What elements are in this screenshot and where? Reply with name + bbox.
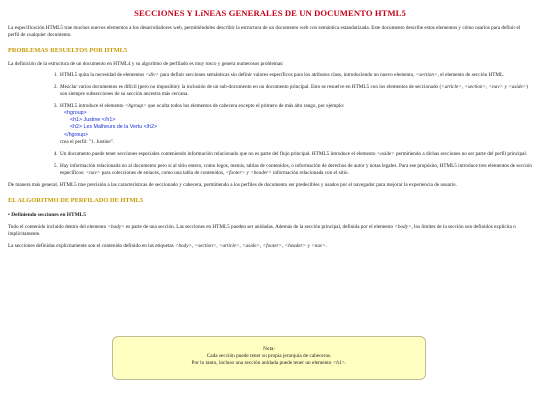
intro-paragraph: La especificación HTML5 trae muchos nuevos elementos a los desarrolladores web, permitiéndoles describir la estructura de un documento web con semántica estandarizada. Este documento describe estos elementos y cómo usarlos para definir el perfil de cualquier documento. [8,25,521,39]
list-item: 3. HTML5 introduce el elemento <hgroup> que oculta todos los elementos de cabecera excepto el primero de más alto rango, por ejemplo: <hgroup> <h1> Justine </h1> <h2> Les Malheurs de la Vertu </h2> </hgroup> crea el perfil: "1. Justine". [59,103,532,146]
algorithm-paragraph: Todo el contenido incluido dentro del elemento <body> es parte de una sección. Las secciones en HTML5 pueden ser anidadas. Además de la sección principal, definida por el elemento <body>, los límites de la sección son definidos explícita o implícitamente. [8,223,516,237]
section-heading-problems: PROBLEMAS RESUELTOS POR HTML5 [8,47,128,55]
list-item: 5. Hay información relacionada no al documento pero sí al sitio entero, como logos, menús, tablas de contenidos, o información de derechos de autor y notas legales. Para ese propósito, HTML5 introduce tres elementos de sección específicos: <nav> para colecciones de enlaces, como una tabla de contenidos, <footer> y <header> información relacionada con el sitio. [59,163,532,177]
problems-list [8,72,532,176]
list-item: 4. Un documento puede tener secciones especiales conteniendo información relacionado que no es parte del flujo principal. HTML5 introduce el elemento <aside> permitiendo a dichas secciones no ser parte del perfil principal. [59,151,532,158]
section-heading-algorithm: EL ALGORITMO DE PERFILADO DE HTML5 [8,197,144,205]
problems-lead: La definición de la estructura de un documento en HTML4 y su algoritmo de perfilado es muy tosco y genera numerosos problemas: [8,60,284,67]
outline-result: crea el perfil: "1. Justine". [60,139,115,145]
code-example [60,110,532,139]
list-item: 2. Mezclar varios documentos es difícil (pero no imposible): la inclusión de un sub-documento en un documento principal. Esto se resuelve en HTML5 con los elementos de seccionado (<article>, <section>, <nav> y <aside>) son siempre subsecciones de su sección ancestra más cercana. [59,84,532,98]
code-line: <hgroup> [64,109,87,116]
note-label: Nota: [263,346,275,352]
explicit-sections-paragraph: La secciones definidas explícitamente son el contenido definido en las etiquetas <body>, <section>, <article>, <aside>, <footer>, <header> y <nav>. [8,242,328,249]
page-title: SECCIONES Y LíNEAS GENERALES DE UN DOCUMENTO HTML5 [134,8,406,18]
code-line: </hgroup> [64,131,89,138]
list-item: 1. HTML5 quita la necesidad de elementos <div> para definir secciones semánticas sin definir valores específicos para los atributos class, introduciendo un nuevo elemento, <section>, el elemento de sección HTML. [59,72,532,79]
note-line: Por lo tanto, incluso una sección anidada puede tener un elemento <h1>. [191,360,347,367]
note-box [112,336,426,380]
code-line: <h1> Justine </h1> [70,117,116,124]
subheading-defining-sections: • Definiendo secciones en HTML5 [8,211,86,218]
note-line: Cada sección puede tener su propia jerarquía de cabeceras. [206,353,332,360]
code-line: <h2> Les Malheurs de la Vertu </h2> [70,124,158,131]
problems-closing: De manera más general, HTML5 trae precisión a las características de seccionado y cabecera, permitiendo a los perfiles de documento ser predecibles y usados por el navegador para mejorar la experiencia de usuario. [8,182,457,189]
